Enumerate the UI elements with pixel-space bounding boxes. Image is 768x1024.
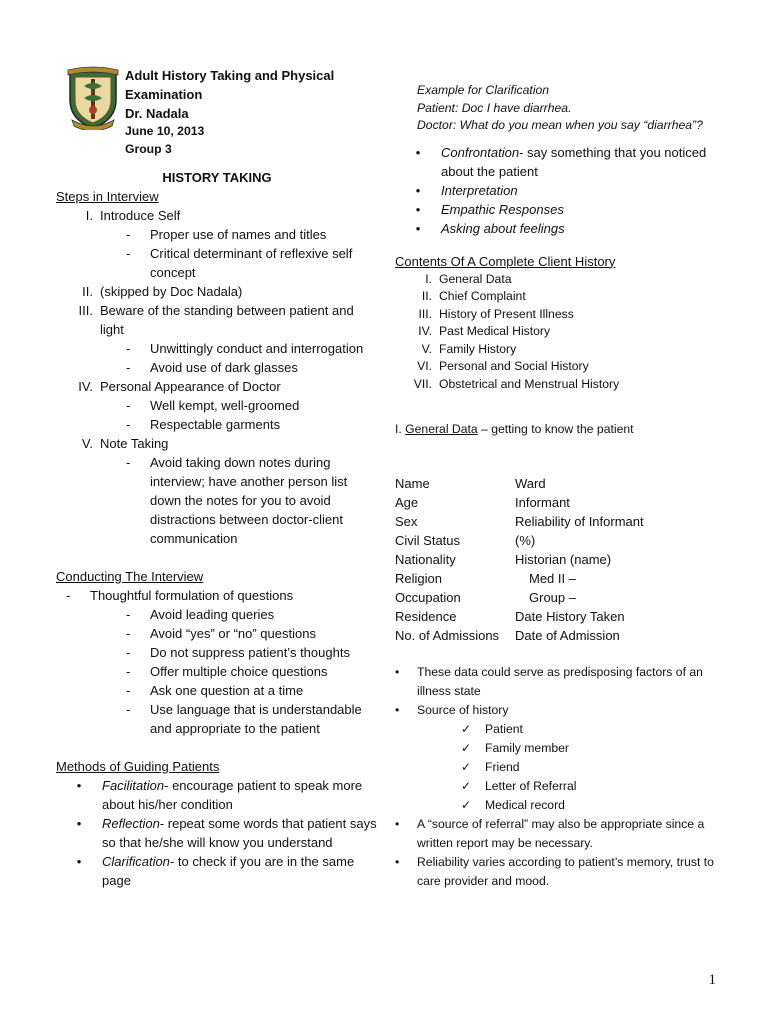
contents-text: Personal and Social History (439, 359, 589, 373)
step-number: III. (78, 303, 93, 318)
dash-marker: - (126, 626, 131, 641)
contents-number: IV. (418, 324, 432, 338)
step-item (56, 434, 378, 453)
source-item (395, 777, 725, 796)
method-item-term: Facilitation (102, 778, 165, 793)
contents-number: VII. (413, 376, 432, 391)
method-item-text (102, 776, 378, 814)
step-subitem (56, 415, 378, 434)
field-label: Age (395, 494, 419, 510)
methods-heading: Methods of Guiding Patients (56, 759, 220, 774)
source-item (395, 720, 725, 739)
conducting-subitem (56, 700, 378, 738)
contents-list (395, 271, 725, 394)
step-subitem-text: Unwittingly conduct and interrogation (150, 341, 364, 356)
field-label: Residence (395, 608, 457, 624)
step-subitem-text: Avoid taking down notes during interview; have another person list down the notes for you to avoid distractions between doctor-client communication (150, 455, 348, 546)
dash-marker: - (126, 664, 131, 679)
source-item (395, 758, 725, 777)
note-item (395, 853, 725, 891)
conducting-subitem-text: Ask one question at a time (150, 683, 304, 698)
dash-marker: - (126, 702, 131, 717)
conducting-subitem-text: Do not suppress patient’s thoughts (150, 645, 350, 660)
step-subitem-text: Critical determinant of reflexive self concept (150, 246, 353, 280)
step-subitem (56, 225, 378, 244)
source-text: Medical record (485, 797, 565, 812)
conducting-subitem (56, 662, 378, 681)
contents-number: I. (425, 271, 432, 286)
field-label: Historian (name) (515, 551, 612, 567)
method-item (56, 814, 378, 852)
step-subitem-text: Avoid use of dark glasses (150, 360, 298, 375)
bullet-marker: • (415, 201, 421, 217)
general-data-notes (395, 663, 725, 891)
page-number: 1 (708, 972, 716, 988)
conducting-subitem-text: Avoid “yes” or “no” questions (150, 626, 316, 641)
contents-item (395, 376, 725, 394)
contents-item (395, 271, 725, 289)
dash-marker: - (126, 455, 131, 470)
conducting-subitem (56, 643, 378, 662)
note-text: These data could serve as predisposing factors of an illness state (417, 664, 703, 698)
method-item-text (102, 852, 378, 890)
document-title: Adult History Taking and Physical Examination (125, 68, 335, 102)
general-data-fields (395, 474, 725, 645)
dash-marker: - (126, 398, 131, 413)
method-item-desc: - say something that you noticed about the patient (441, 144, 707, 179)
clarification-example: Example for Clarification Patient: Doc I have diarrhea. Doctor: What do you mean when you say “diarrhea”? (417, 83, 703, 132)
step-subitem (56, 244, 378, 282)
step-subitem-text: Well kempt, well-groomed (150, 398, 300, 413)
bullet-marker: • (395, 664, 400, 679)
field-label: Group – (529, 589, 576, 605)
field-label: Name (395, 475, 430, 491)
check-icon: ✓ (461, 797, 472, 812)
method-item-term: Asking about feelings (441, 220, 565, 236)
check-icon: ✓ (461, 721, 472, 736)
step-text: Beware of the standing between patient and light (100, 303, 354, 337)
contents-number: II. (421, 289, 432, 303)
method-item-text (441, 200, 564, 219)
contents-item (395, 323, 725, 341)
bullet-marker: • (76, 816, 82, 831)
step-text: Note Taking (100, 436, 169, 451)
dash-marker: - (126, 246, 131, 261)
bullet-marker: • (76, 854, 82, 869)
conducting-subitem (56, 605, 378, 624)
methods-list (56, 776, 378, 890)
step-item (56, 377, 378, 396)
method-item-term: Clarification (102, 854, 170, 869)
bullet-marker: • (395, 816, 400, 831)
check-icon: ✓ (461, 778, 472, 793)
dash-marker: - (126, 607, 131, 622)
date: June 10, 2013 (125, 124, 205, 138)
method-item-desc: - encourage patient to speak more about his/her condition (102, 778, 363, 812)
step-number: II. (82, 284, 93, 299)
field-label: Med II – (529, 570, 576, 586)
history-taking-heading: HISTORY TAKING (162, 170, 272, 185)
conducting-lead: - Thoughtful formulation of questions (66, 588, 294, 603)
dash-marker: - (126, 417, 131, 432)
dash-marker: - (126, 227, 131, 242)
bullet-marker: • (76, 778, 82, 793)
step-subitem (56, 396, 378, 415)
check-icon: ✓ (461, 759, 472, 774)
field-label: Informant (515, 494, 570, 510)
document-header (66, 66, 366, 156)
conducting-subitem-text: Offer multiple choice questions (150, 664, 328, 679)
step-text: Introduce Self (100, 208, 181, 223)
bullet-marker: • (395, 702, 400, 717)
note-text: A “source of referral” may also be appropriate since a written report may be necessary. (417, 816, 705, 850)
steps-heading: Steps in Interview (56, 189, 159, 204)
note-text: Source of history (417, 702, 509, 717)
field-label: Ward (515, 475, 546, 491)
conducting-list (56, 605, 378, 738)
method-item-text (441, 181, 518, 200)
method-item (56, 776, 378, 814)
step-subitem (56, 453, 378, 548)
step-subitem-text: Respectable garments (150, 417, 281, 432)
contents-number: VI. (417, 359, 432, 373)
step-item (56, 301, 378, 339)
source-item (395, 796, 725, 815)
contents-item (395, 341, 725, 359)
author: Dr. Nadala (125, 106, 189, 121)
method-item-term: Confrontation (441, 144, 520, 160)
method-item-term: Empathic Responses (441, 201, 564, 217)
step-item (56, 206, 378, 225)
contents-item (395, 306, 725, 324)
source-text: Patient (485, 721, 523, 736)
contents-heading: Contents Of A Complete Client History (395, 253, 616, 269)
field-label: Civil Status (395, 532, 461, 548)
right-column (395, 82, 725, 891)
method-item-term: Interpretation (441, 182, 518, 198)
conducting-subitem (56, 681, 378, 700)
field-label: Sex (395, 513, 418, 529)
source-item (395, 739, 725, 758)
note-item (395, 663, 725, 701)
field-label: (%) (515, 532, 536, 548)
step-subitem (56, 339, 378, 358)
method-item-text (441, 219, 565, 238)
method-item (395, 200, 725, 219)
method-item-desc: - repeat some words that patient says so that he/she will know you understand (102, 816, 377, 850)
school-seal-logo (66, 66, 120, 130)
dash-marker: - (126, 683, 131, 698)
general-data-heading: I. General Data – getting to know the patient (395, 422, 634, 436)
field-label: Date History Taken (515, 608, 625, 624)
contents-text: History of Present Illness (439, 306, 574, 321)
contents-item (395, 358, 725, 376)
step-subitem-text: Proper use of names and titles (150, 227, 327, 242)
method-item (56, 852, 378, 890)
step-text: (skipped by Doc Nadala) (100, 284, 243, 299)
field-label: Religion (395, 570, 442, 586)
field-label: Date of Admission (515, 627, 620, 643)
check-icon: ✓ (461, 740, 472, 755)
more-methods-list (395, 143, 725, 238)
conducting-heading: Conducting The Interview (56, 569, 204, 584)
dash-marker: - (126, 645, 131, 660)
step-subitem (56, 358, 378, 377)
conducting-subitem (56, 624, 378, 643)
source-text: Letter of Referral (485, 778, 577, 793)
note-item (395, 701, 725, 720)
contents-text: Obstetrical and Menstrual History (439, 376, 620, 391)
source-text: Family member (485, 740, 569, 755)
note-item (395, 815, 725, 853)
contents-text: Chief Complaint (439, 289, 526, 303)
method-item-term: Reflection (102, 816, 160, 831)
step-number: V. (81, 436, 93, 451)
method-item (395, 219, 725, 238)
method-item (395, 143, 725, 181)
field-label: No. of Admissions (395, 627, 500, 643)
conducting-subitem-text: Use language that is understandable and appropriate to the patient (150, 702, 362, 736)
bullet-marker: • (395, 854, 400, 869)
method-item-text (102, 814, 378, 852)
group: Group 3 (125, 141, 172, 156)
method-item-desc: - to check if you are in the same page (102, 854, 355, 888)
contents-text: General Data (439, 271, 512, 286)
conducting-subitem-text: Avoid leading queries (150, 607, 275, 622)
bullet-marker: • (415, 144, 421, 160)
bullet-marker: • (415, 182, 421, 198)
method-item-text (441, 143, 725, 181)
step-item (56, 282, 378, 301)
contents-number: V. (421, 341, 432, 356)
step-number: IV. (78, 379, 93, 394)
left-column (56, 168, 378, 890)
contents-text: Family History (439, 341, 517, 356)
contents-text: Past Medical History (439, 324, 551, 338)
steps-list (56, 206, 378, 548)
bullet-marker: • (415, 220, 421, 236)
note-text: Reliability varies according to patient’s memory, trust to care provider and mood. (417, 854, 714, 888)
method-item (395, 181, 725, 200)
dash-marker: - (126, 341, 131, 356)
source-text: Friend (485, 759, 520, 774)
step-number: I. (85, 208, 93, 223)
contents-item (395, 288, 725, 306)
contents-number: III. (418, 306, 432, 321)
field-label: Occupation (395, 589, 461, 605)
dash-marker: - (126, 360, 131, 375)
field-label: Reliability of Informant (515, 513, 644, 529)
field-label: Nationality (395, 551, 456, 567)
step-text: Personal Appearance of Doctor (100, 379, 281, 394)
